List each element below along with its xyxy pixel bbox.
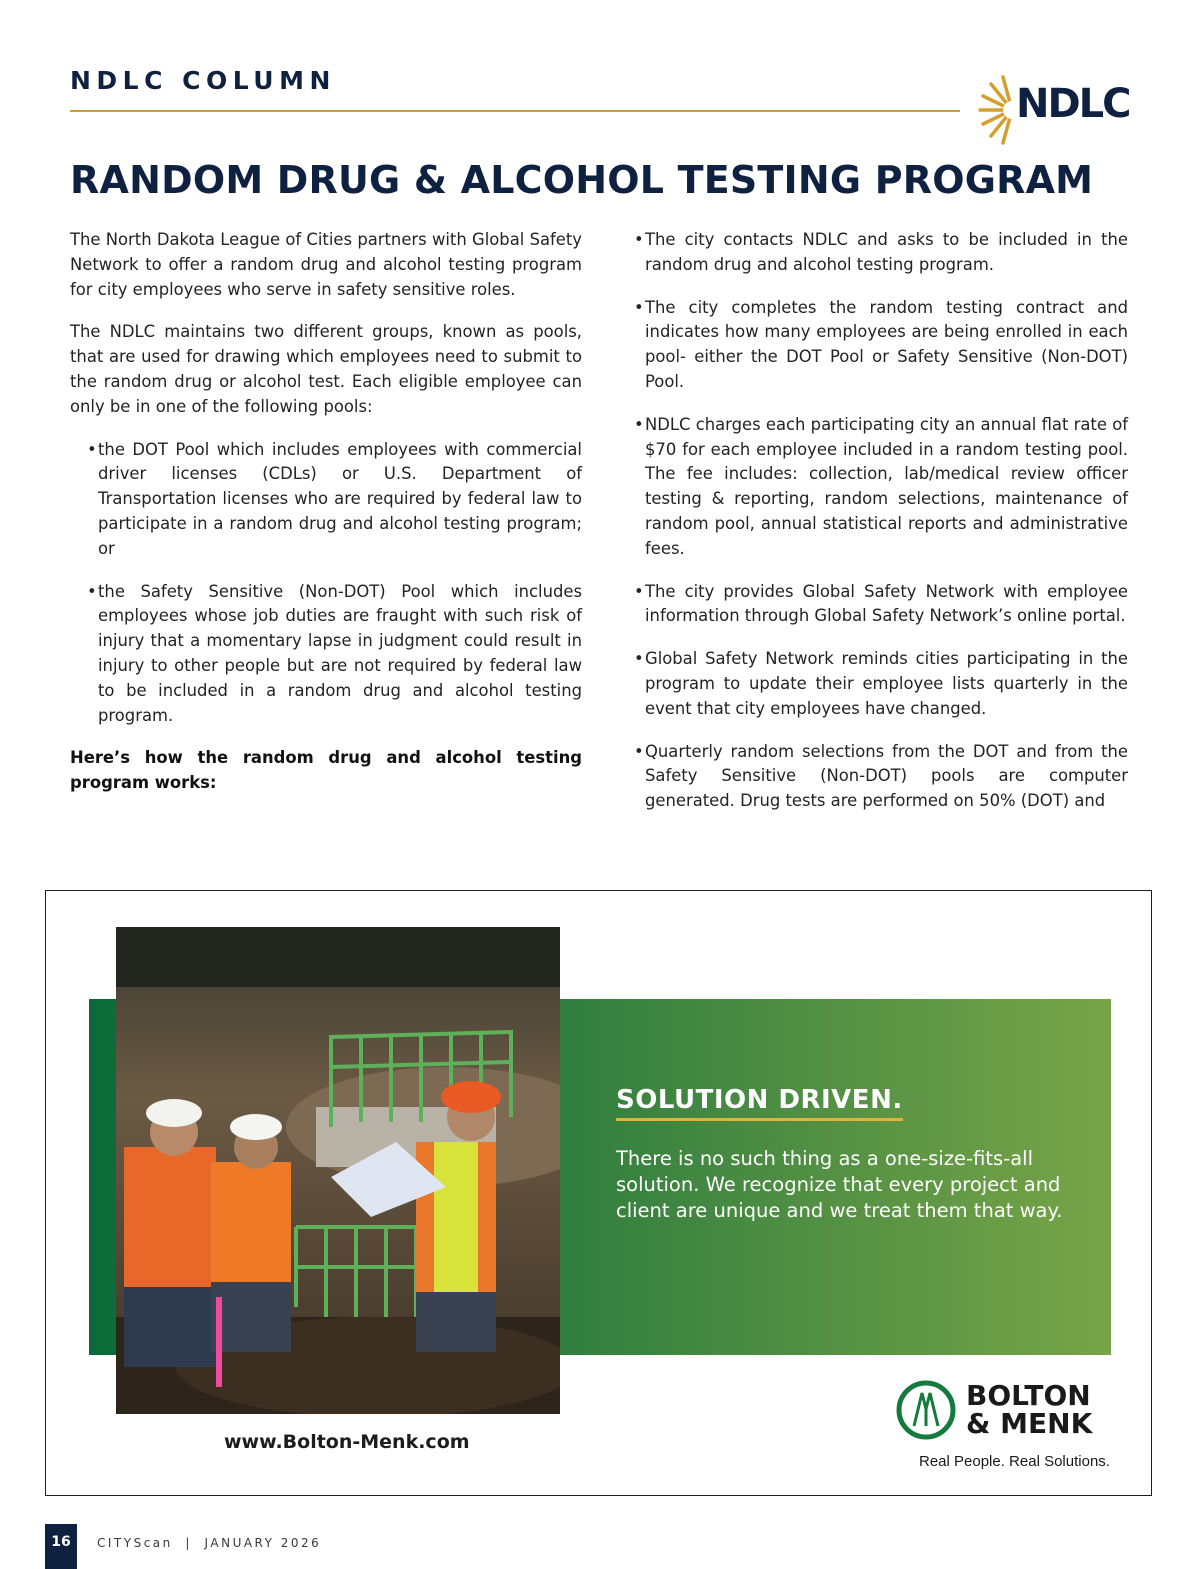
list-item xyxy=(634,580,1128,630)
company-name-line2: & MENK xyxy=(966,1407,1093,1440)
list-item-text: Quarterly random selections from the DOT and from the Safety Sensitive (Non-DOT) pools are computer generated. Drug tests are performed on 50% (DOT) and xyxy=(645,741,1128,811)
sunburst-icon xyxy=(976,74,1018,146)
list-item xyxy=(634,296,1128,395)
footer-publication: CITYScan | JANUARY 2026 xyxy=(97,1536,322,1550)
bolton-menk-advertisement xyxy=(45,890,1152,1496)
company-name-line1: BOLTON xyxy=(966,1379,1091,1412)
list-item xyxy=(70,438,582,562)
bullet-icon: • xyxy=(87,581,97,601)
list-item-text: NDLC charges each participating city an annual flat rate of $70 for each employee included in a random testing pool. The fee includes: collection, lab/medical review officer testing & reporting, random selections, maintenance of random pool, annual statistical reports and administrative fees. xyxy=(645,414,1128,558)
ndlc-logo xyxy=(976,74,1136,146)
ad-body-text: There is no such thing as a one-size-fits-all solution. We recognize that every project and client are unique and we treat them that way. xyxy=(616,1147,1063,1222)
list-item-text: The city provides Global Safety Network with employee information through Global Safety Network’s online portal. xyxy=(645,581,1128,626)
list-item xyxy=(634,228,1128,278)
bolton-menk-logo-icon xyxy=(895,1379,957,1441)
ad-website-link[interactable]: www.Bolton-Menk.com xyxy=(224,1431,470,1453)
intro-paragraph: The North Dakota League of Cities partners with Global Safety Network to offer a random drug and alcohol testing program for city employees who serve in safety sensitive roles. xyxy=(70,230,582,299)
list-item-text: Global Safety Network reminds cities participating in the program to update their employee lists quarterly in the event that city employees have changed. xyxy=(645,649,1128,718)
bolton-menk-wordmark xyxy=(966,1379,1093,1440)
article-title: RANDOM DRUG & ALCOHOL TESTING PROGRAM xyxy=(70,158,1094,202)
right-column xyxy=(634,228,1128,832)
pools-paragraph: The NDLC maintains two different groups, known as pools, that are used for drawing which employees need to submit to the random drug or alcohol test. Each eligible employee can only be in one of the following pools: xyxy=(70,322,582,416)
list-item-text: The city contacts NDLC and asks to be included in the random drug and alcohol testing program. xyxy=(645,230,1128,274)
header-rule xyxy=(70,110,960,112)
list-item xyxy=(70,580,582,729)
list-item xyxy=(634,740,1128,814)
list-item-text: The city completes the random testing contract and indicates how many employees are being enrolled in each pool- either the DOT Pool or Safety Sensitive (Non-DOT) Pool. xyxy=(645,297,1128,391)
bullet-icon: • xyxy=(634,741,644,761)
ad-heading: SOLUTION DRIVEN. xyxy=(616,1085,903,1121)
list-item xyxy=(634,647,1128,721)
company-tagline: Real People. Real Solutions. xyxy=(919,1453,1110,1470)
left-column xyxy=(70,228,582,814)
list-item-text: the DOT Pool which includes employees with commercial driver licenses (CDLs) or U.S. Department of Transportation licenses who are required by federal law to participate in a random drug and alcohol testing program; or xyxy=(98,439,582,558)
column-label: NDLC COLUMN xyxy=(70,66,336,95)
bullet-icon: • xyxy=(634,649,644,669)
bullet-icon: • xyxy=(634,414,644,434)
bullet-icon: • xyxy=(634,230,644,249)
page-number: 16 xyxy=(45,1524,77,1569)
list-item xyxy=(634,413,1128,562)
bullet-icon: • xyxy=(87,439,97,459)
logo-text: NDLC xyxy=(1016,81,1130,127)
how-it-works-heading: Here’s how the random drug and alcohol testing program works: xyxy=(70,748,582,793)
bullet-icon: • xyxy=(634,581,644,601)
bullet-icon: • xyxy=(634,297,644,317)
list-item-text: the Safety Sensitive (Non-DOT) Pool which includes employees whose job duties are fraught with such risk of injury that a momentary lapse in judgment could result in injury to other people but are not required by federal law to be included in a random drug and alcohol testing program. xyxy=(98,581,582,725)
ad-photo-construction-workers xyxy=(116,927,560,1414)
